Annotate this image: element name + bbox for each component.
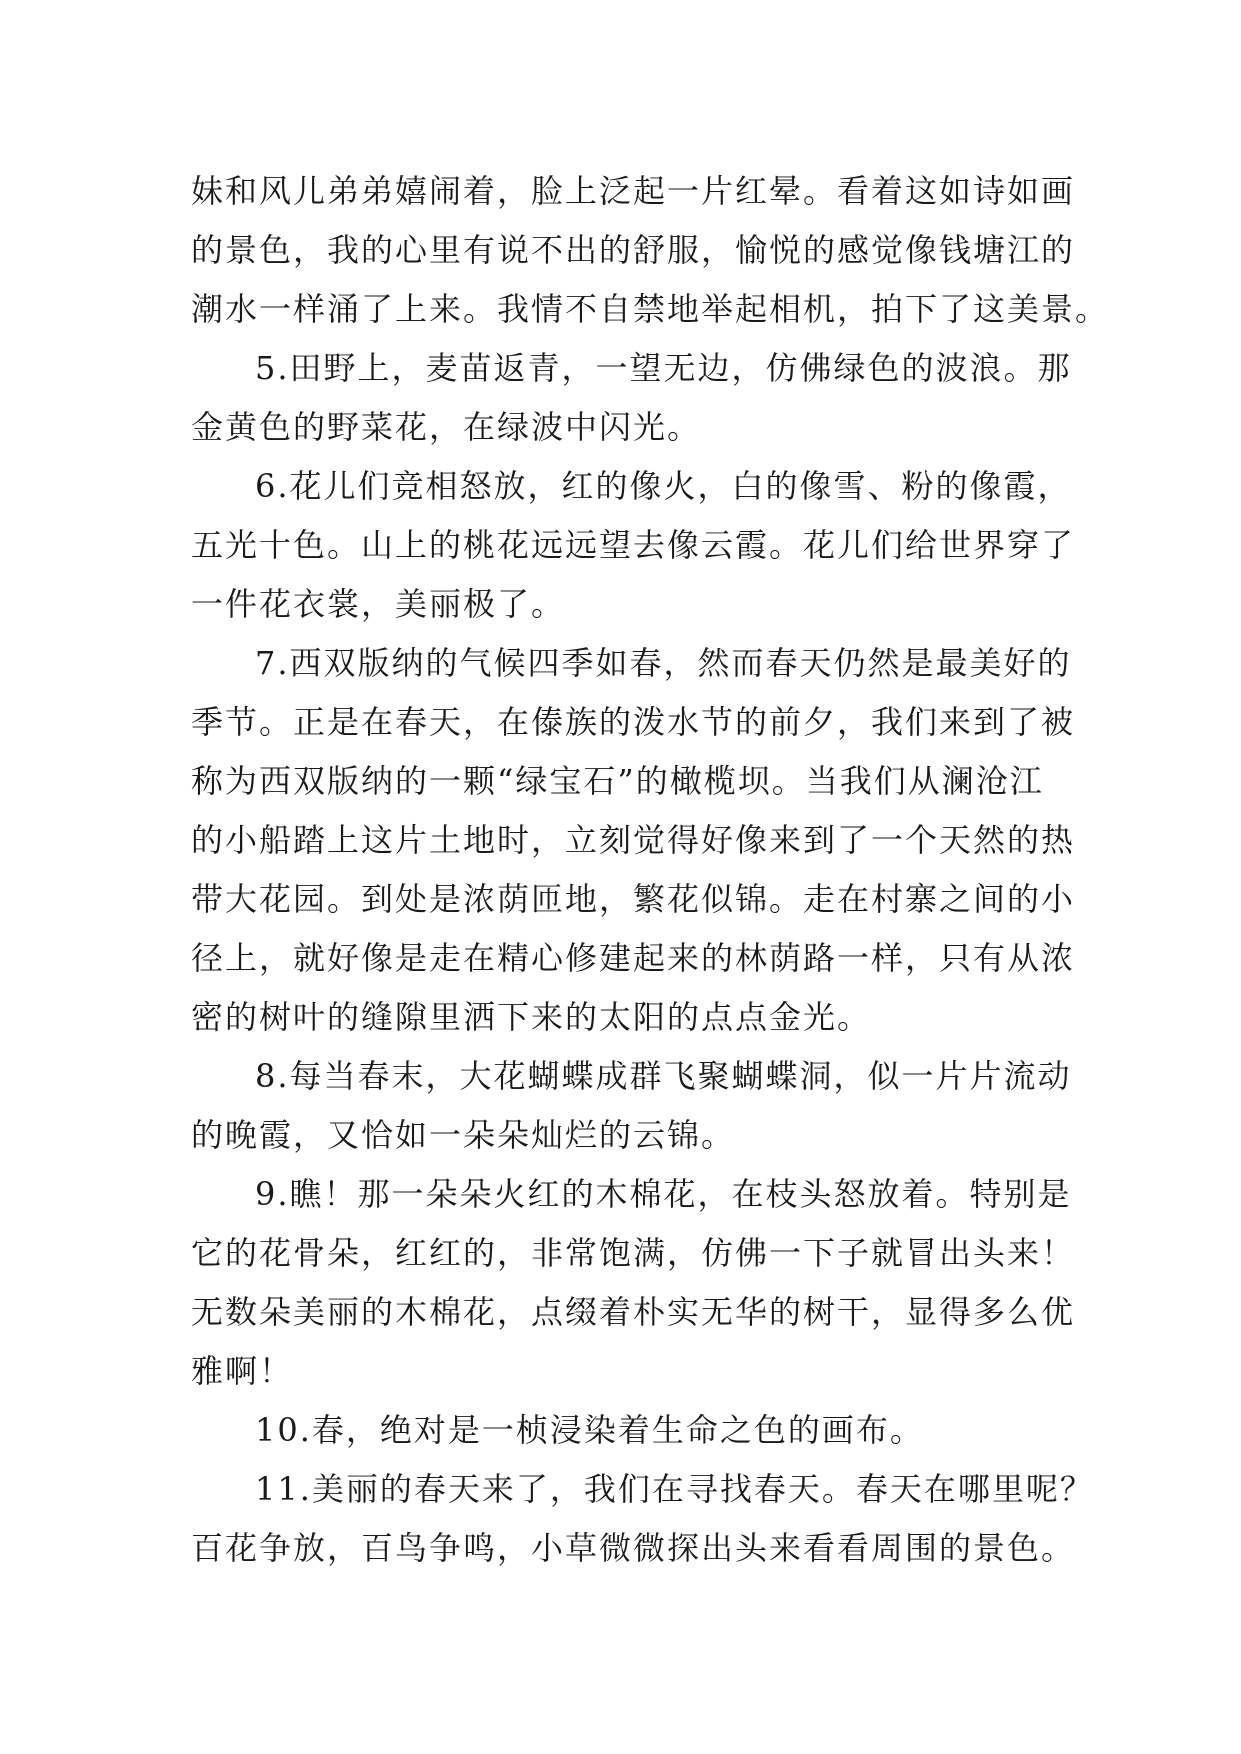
paragraph-line: 无数朵美丽的木棉花，点缀着朴实无华的树干，显得多么优: [191, 1293, 1076, 1331]
paragraph-line: 妹和风儿弟弟嬉闹着，脸上泛起一片红晕。看着这如诗如画: [191, 172, 1076, 210]
paragraph-line: 径上，就好像是走在精心修建起来的林荫路一样，只有从浓: [191, 939, 1076, 977]
paragraph-first-line: 11.美丽的春天来了，我们在寻找春天。春天在哪里呢？: [255, 1470, 1094, 1508]
paragraph-first-line: 6.花儿们竞相怒放，红的像火，白的像雪、粉的像霞，: [255, 467, 1072, 505]
paragraph-line: 潮水一样涌了上来。我情不自禁地举起相机，拍下了这美景。: [191, 290, 1110, 328]
paragraph-first-line: 9.瞧！那一朵朵火红的木棉花，在枝头怒放着。特别是: [255, 1175, 1072, 1213]
paragraph-line: 的小船踏上这片土地时，立刻觉得好像来到了一个天然的热: [191, 821, 1076, 859]
paragraph-line: 季节。正是在春天，在傣族的泼水节的前夕，我们来到了被: [191, 703, 1076, 741]
paragraph-first-line: 7.西双版纳的气候四季如春，然而春天仍然是最美好的: [255, 644, 1072, 682]
paragraph-line: 称为西双版纳的一颗“绿宝石”的橄榄坝。当我们从澜沧江: [191, 762, 1044, 800]
paragraph-first-line: 5.田野上，麦苗返青，一望无边，仿佛绿色的波浪。那: [255, 349, 1072, 387]
paragraph-first-line: 8.每当春末，大花蝴蝶成群飞聚蝴蝶洞，似一片片流动: [255, 1057, 1072, 1095]
paragraph-line: 带大花园。到处是浓荫匝地，繁花似锦。走在村寨之间的小: [191, 880, 1076, 918]
paragraph-line: 它的花骨朵，红红的，非常饱满，仿佛一下子就冒出头来！: [191, 1234, 1076, 1272]
paragraph-line: 五光十色。山上的桃花远远望去像云霞。花儿们给世界穿了: [191, 526, 1076, 564]
paragraph-line: 密的树叶的缝隙里洒下来的太阳的点点金光。: [191, 998, 872, 1036]
paragraph-line: 的景色，我的心里有说不出的舒服，愉悦的感觉像钱塘江的: [191, 231, 1076, 269]
paragraph-line: 金黄色的野菜花，在绿波中闪光。: [191, 408, 702, 446]
paragraph-line: 的晚霞，又恰如一朵朵灿烂的云锦。: [191, 1116, 736, 1154]
paragraph-line: 百花争放，百鸟争鸣，小草微微探出头来看看周围的景色。: [191, 1529, 1076, 1567]
paragraph-line: 雅啊！: [191, 1352, 294, 1390]
document-body: [191, 162, 1110, 1578]
paragraph-first-line: 10.春，绝对是一桢浸染着生命之色的画布。: [255, 1411, 924, 1449]
paragraph-line: 一件花衣裳，美丽极了。: [191, 585, 566, 623]
